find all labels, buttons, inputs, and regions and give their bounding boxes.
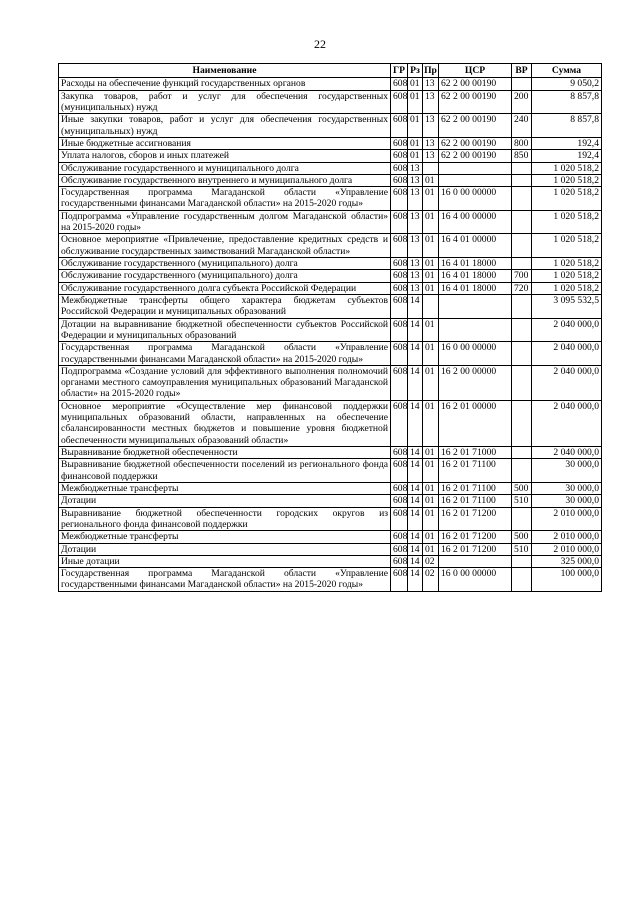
row-csr: 16 4 00 00000 [439,210,512,234]
row-vr [512,174,532,186]
row-vr [512,400,532,446]
row-pr: 02 [423,568,439,592]
row-gr: 608 [391,210,408,234]
row-gr: 608 [391,543,408,555]
row-vr [512,447,532,459]
page-number: 22 [314,37,326,51]
row-pr: 01 [423,365,439,400]
row-name: Дотации на выравнивание бюджетной обеспеченности субъектов Российской Федерации и муниципальных образований [59,318,391,342]
row-vr: 850 [512,150,532,162]
row-csr: 62 2 00 00190 [439,137,512,149]
table-row [59,137,602,149]
row-pr: 01 [423,400,439,446]
row-vr [512,187,532,211]
row-rz: 13 [408,210,423,234]
row-vr [512,210,532,234]
row-vr: 510 [512,495,532,507]
row-rz: 14 [408,318,423,342]
row-sum: 192,4 [532,137,602,149]
row-sum: 1 020 518,2 [532,234,602,258]
row-vr [512,365,532,400]
row-name: Государственная программа Магаданской области «Управление государственными финансами Магаданской области» на 2015-2020 годы» [59,187,391,211]
row-rz: 14 [408,294,423,318]
row-pr: 01 [423,187,439,211]
row-rz: 01 [408,114,423,138]
row-name: Подпрограмма «Управление государственным долгом Магаданской области» на 2015-2020 годы» [59,210,391,234]
row-name: Обслуживание государственного (муниципального) долга [59,258,391,270]
row-vr [512,234,532,258]
row-name: Иные бюджетные ассигнования [59,137,391,149]
row-vr [512,568,532,592]
row-pr: 13 [423,78,439,90]
row-csr: 16 4 01 18000 [439,270,512,282]
table-row [59,482,602,494]
table-row [59,258,602,270]
header-rz: Рз [408,64,423,78]
row-rz: 13 [408,234,423,258]
row-sum: 2 040 000,0 [532,318,602,342]
table-row [59,459,602,483]
budget-table [58,63,602,592]
row-pr: 01 [423,342,439,366]
row-csr [439,294,512,318]
row-vr: 500 [512,482,532,494]
row-vr: 700 [512,270,532,282]
row-csr: 62 2 00 00190 [439,90,512,114]
row-pr [423,294,439,318]
row-csr: 62 2 00 00190 [439,78,512,90]
table-row [59,568,602,592]
row-name: Обслуживание государственного и муниципального долга [59,162,391,174]
row-gr: 608 [391,162,408,174]
row-rz: 14 [408,365,423,400]
table-row [59,507,602,531]
row-name: Обслуживание государственного долга субъекта Российской Федерации [59,282,391,294]
table-row [59,294,602,318]
row-rz: 13 [408,270,423,282]
row-sum: 3 095 532,5 [532,294,602,318]
row-vr [512,459,532,483]
row-vr [512,555,532,567]
row-vr [512,507,532,531]
row-name: Обслуживание государственного внутреннего и муниципального долга [59,174,391,186]
row-name: Межбюджетные трансферты [59,531,391,543]
row-vr: 510 [512,543,532,555]
row-rz: 14 [408,568,423,592]
row-csr: 16 2 01 71100 [439,459,512,483]
row-pr: 02 [423,555,439,567]
row-name: Межбюджетные трансферты [59,482,391,494]
row-csr: 16 2 01 71000 [439,447,512,459]
row-gr: 608 [391,187,408,211]
row-vr [512,78,532,90]
table-row [59,365,602,400]
row-name: Межбюджетные трансферты общего характера бюджетам субъектов Российской Федерации и муниципальных образований [59,294,391,318]
table-row [59,543,602,555]
row-gr: 608 [391,270,408,282]
row-sum: 30 000,0 [532,459,602,483]
row-rz: 01 [408,90,423,114]
row-csr: 16 2 01 71200 [439,531,512,543]
table-row [59,78,602,90]
row-csr: 16 2 01 71100 [439,495,512,507]
row-vr: 240 [512,114,532,138]
row-rz: 13 [408,258,423,270]
row-pr: 01 [423,174,439,186]
table-row [59,174,602,186]
row-gr: 608 [391,495,408,507]
row-sum: 2 040 000,0 [532,447,602,459]
row-sum: 1 020 518,2 [532,258,602,270]
table-row [59,342,602,366]
row-pr: 01 [423,258,439,270]
row-rz: 14 [408,507,423,531]
row-rz: 14 [408,459,423,483]
row-sum: 2 040 000,0 [532,400,602,446]
row-gr: 608 [391,114,408,138]
row-csr [439,174,512,186]
row-pr: 01 [423,210,439,234]
row-gr: 608 [391,318,408,342]
row-vr [512,162,532,174]
row-sum: 1 020 518,2 [532,210,602,234]
row-name: Государственная программа Магаданской области «Управление государственными финансами Магаданской области» на 2015-2020 годы» [59,568,391,592]
row-gr: 608 [391,568,408,592]
row-gr: 608 [391,342,408,366]
row-pr: 01 [423,459,439,483]
table-row [59,114,602,138]
row-csr: 16 4 01 18000 [439,282,512,294]
row-pr: 13 [423,150,439,162]
row-gr: 608 [391,482,408,494]
row-name: Подпрограмма «Создание условий для эффективного выполнения полномочий органами местного самоуправления муниципальных образований Магаданской области» на 2015-2020 годы» [59,365,391,400]
row-name: Основное мероприятие «Осуществление мер финансовой поддержки муниципальных образований области, направленных на обеспечение сбалансированности местных бюджетов и повышение уровня бюджетной обеспеченности муниципальных образований области» [59,400,391,446]
header-sum: Сумма [532,64,602,78]
row-gr: 608 [391,234,408,258]
row-name: Дотации [59,543,391,555]
row-rz: 13 [408,282,423,294]
row-rz: 13 [408,187,423,211]
row-sum: 1 020 518,2 [532,187,602,211]
row-pr: 01 [423,495,439,507]
row-gr: 608 [391,282,408,294]
row-gr: 608 [391,78,408,90]
header-vr: ВР [512,64,532,78]
row-gr: 608 [391,150,408,162]
row-gr: 608 [391,294,408,318]
row-sum: 1 020 518,2 [532,174,602,186]
row-csr: 16 4 01 00000 [439,234,512,258]
row-rz: 14 [408,342,423,366]
row-gr: 608 [391,400,408,446]
row-csr: 16 0 00 00000 [439,568,512,592]
row-sum: 192,4 [532,150,602,162]
row-pr: 01 [423,482,439,494]
table-row [59,234,602,258]
row-sum: 2 010 000,0 [532,507,602,531]
row-csr: 16 2 01 71200 [439,507,512,531]
row-csr: 16 4 01 18000 [439,258,512,270]
row-gr: 608 [391,507,408,531]
row-gr: 608 [391,174,408,186]
row-csr: 16 0 00 00000 [439,187,512,211]
header-gr: ГР [391,64,408,78]
header-pr: Пр [424,65,437,76]
row-name: Иные закупки товаров, работ и услуг для обеспечения государственных (муниципальных) нужд [59,114,391,138]
row-sum: 8 857,8 [532,114,602,138]
table-row [59,400,602,446]
row-gr: 608 [391,555,408,567]
row-vr: 720 [512,282,532,294]
row-csr: 16 2 01 71100 [439,482,512,494]
row-name: Обслуживание государственного (муниципального) долга [59,270,391,282]
row-gr: 608 [391,258,408,270]
row-name: Уплата налогов, сборов и иных платежей [59,150,391,162]
row-name: Выравнивание бюджетной обеспеченности [59,447,391,459]
row-csr: 16 2 01 71200 [439,543,512,555]
row-vr [512,318,532,342]
row-sum: 1 020 518,2 [532,162,602,174]
row-csr [439,318,512,342]
table-row [59,495,602,507]
table-row [59,282,602,294]
row-csr: 16 2 01 00000 [439,400,512,446]
row-sum: 325 000,0 [532,555,602,567]
row-rz: 14 [408,447,423,459]
row-rz: 14 [408,495,423,507]
row-sum: 30 000,0 [532,482,602,494]
row-rz: 01 [408,150,423,162]
row-sum: 9 050,2 [532,78,602,90]
row-gr: 608 [391,531,408,543]
row-rz: 14 [408,482,423,494]
row-rz: 14 [408,543,423,555]
row-gr: 608 [391,137,408,149]
row-csr: 62 2 00 00190 [439,114,512,138]
table-row [59,187,602,211]
row-sum: 2 040 000,0 [532,342,602,366]
row-rz: 01 [408,78,423,90]
row-vr [512,342,532,366]
row-vr: 800 [512,137,532,149]
table-row [59,318,602,342]
row-sum: 30 000,0 [532,495,602,507]
row-gr: 608 [391,447,408,459]
row-csr: 16 2 00 00000 [439,365,512,400]
row-gr: 608 [391,459,408,483]
row-rz: 14 [408,531,423,543]
row-vr: 200 [512,90,532,114]
row-gr: 608 [391,90,408,114]
table-row [59,555,602,567]
row-name: Выравнивание бюджетной обеспеченности поселений из регионального фонда финансовой поддержки [59,459,391,483]
table-row [59,447,602,459]
row-sum: 1 020 518,2 [532,282,602,294]
row-pr: 13 [423,137,439,149]
row-rz: 01 [408,137,423,149]
row-sum: 2 040 000,0 [532,365,602,400]
row-name: Закупка товаров, работ и услуг для обеспечения государственных (муниципальных) нужд [59,90,391,114]
row-pr [423,162,439,174]
table-row [59,531,602,543]
row-pr: 01 [423,507,439,531]
header-name: Наименование [59,64,391,78]
row-csr [439,555,512,567]
row-pr: 13 [423,114,439,138]
row-name: Дотации [59,495,391,507]
row-sum: 2 010 000,0 [532,543,602,555]
row-rz: 13 [408,174,423,186]
row-vr [512,294,532,318]
row-gr: 608 [391,365,408,400]
table-row [59,270,602,282]
row-csr: 62 2 00 00190 [439,150,512,162]
row-pr: 13 [423,90,439,114]
row-sum: 2 010 000,0 [532,531,602,543]
row-rz: 13 [408,162,423,174]
table-header-row [59,64,602,78]
row-pr: 01 [423,282,439,294]
row-sum: 8 857,8 [532,90,602,114]
row-pr: 01 [423,234,439,258]
row-name: Выравнивание бюджетной обеспеченности городских округов из регионального фонда финансовой поддержки [59,507,391,531]
row-name: Расходы на обеспечение функций государственных органов [59,78,391,90]
row-rz: 14 [408,400,423,446]
row-csr [439,162,512,174]
row-pr: 01 [423,270,439,282]
row-pr: 01 [423,543,439,555]
row-pr: 01 [423,447,439,459]
row-sum: 1 020 518,2 [532,270,602,282]
row-csr: 16 0 00 00000 [439,342,512,366]
row-sum: 100 000,0 [532,568,602,592]
row-vr [512,258,532,270]
row-pr: 01 [423,318,439,342]
row-name: Государственная программа Магаданской области «Управление государственными финансами Магаданской области» на 2015-2020 годы» [59,342,391,366]
header-csr: ЦСР [439,64,512,78]
row-vr: 500 [512,531,532,543]
table-row [59,162,602,174]
row-pr: 01 [423,531,439,543]
table-row [59,210,602,234]
table-row [59,150,602,162]
row-name: Основное мероприятие «Привлечение, предоставление кредитных средств и обслуживание государственных заимствований Магаданской области» [59,234,391,258]
row-rz: 14 [408,555,423,567]
row-name: Иные дотации [59,555,391,567]
table-row [59,90,602,114]
